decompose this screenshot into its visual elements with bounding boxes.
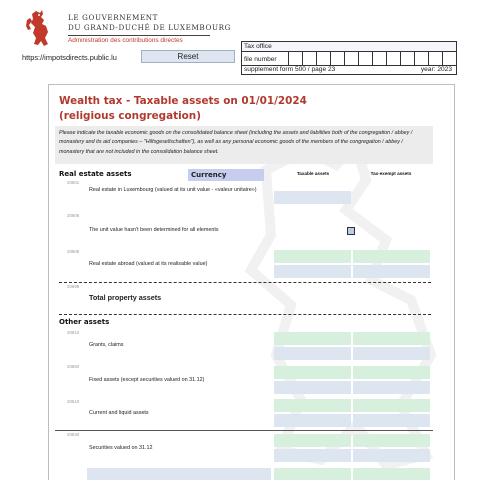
supplement-text: supplement form 500 / page 23: [244, 66, 336, 73]
row-label-real-estate-lux: Real estate in Luxembourg (valued at its unit value - «valeur unitaire»): [89, 187, 257, 193]
gov-line-1: LE GOUVERNEMENT: [68, 13, 159, 22]
securities-exempt-value[interactable]: [353, 449, 430, 462]
tax-office-label: Tax office: [242, 42, 456, 52]
current-liquid-taxable-value[interactable]: [274, 414, 351, 427]
fixed-assets-exempt-value[interactable]: [353, 381, 430, 394]
tax-office-box: [241, 41, 457, 75]
form-title-line-1: Wealth tax - Taxable assets on 01/01/2024: [59, 95, 307, 107]
form-instructions: Please indicate the taxable economic goods on the consolidated balance sheet (including the assets and liabilities both of the congregation / abbey / monastery and its aid companies – "Hilfsgesellschaften"), as well as any personal economic goods of the members of the congregation / abbey / monastery that are not included in the consolidation balance sheet.: [55, 126, 433, 164]
row-label-grants-claims: Grants, claims: [89, 342, 124, 348]
section-divider: [55, 430, 433, 431]
fixed-assets-taxable-value[interactable]: [274, 381, 351, 394]
file-number-digit[interactable]: [386, 52, 400, 65]
site-url[interactable]: https://impotsdirects.public.lu: [22, 53, 117, 62]
row-code: 20608: [67, 249, 80, 254]
form-title: [59, 94, 307, 124]
row-label-total-property: Total property assets: [89, 293, 162, 302]
luxembourg-lion-logo: [24, 8, 54, 48]
government-wordmark: [68, 13, 231, 44]
row-label-real-estate-abroad: Real estate abroad (valued at its realisable value): [89, 261, 208, 267]
fixed-assets-taxable-input[interactable]: [274, 366, 351, 379]
file-number-digit[interactable]: [442, 52, 457, 65]
description-input[interactable]: [87, 468, 271, 480]
page-header: [0, 0, 480, 84]
file-number-digit[interactable]: [288, 52, 302, 65]
column-header-taxable: Taxable assets: [296, 171, 330, 176]
file-number-digit[interactable]: [372, 52, 386, 65]
row-code: 20610: [67, 399, 80, 404]
unit-value-checkbox[interactable]: [347, 227, 355, 235]
grants-claims-taxable-value[interactable]: [274, 347, 351, 360]
row-code: 20860: [67, 364, 80, 369]
next-row-taxable-input[interactable]: [274, 468, 351, 480]
securities-taxable-input[interactable]: [274, 434, 351, 447]
file-number-digit[interactable]: [358, 52, 372, 65]
grants-claims-taxable-input[interactable]: [274, 332, 351, 345]
file-number-digit[interactable]: [330, 52, 344, 65]
row-label-current-liquid: Current and liquid assets: [89, 410, 149, 416]
administration-name: Administration des contributions directes: [68, 37, 183, 44]
fixed-assets-exempt-input[interactable]: [353, 366, 430, 379]
file-number-digit[interactable]: [414, 52, 428, 65]
supplement-row: [242, 66, 456, 75]
current-liquid-exempt-value[interactable]: [353, 414, 430, 427]
row-label-unit-value-missing: The unit value hasn't been determined for all elements: [89, 227, 219, 233]
real-estate-abroad-taxable-input[interactable]: [274, 250, 351, 263]
dashed-divider: [59, 282, 431, 283]
current-liquid-exempt-input[interactable]: [353, 399, 430, 412]
form-title-line-2: (religious congregation): [59, 110, 201, 122]
year-text: year: 2023: [420, 66, 452, 73]
file-number-label: file number: [244, 56, 277, 63]
file-number-row: [242, 52, 456, 66]
grants-claims-exempt-input[interactable]: [353, 332, 430, 345]
next-row-exempt-input[interactable]: [353, 468, 430, 480]
row-code: 20699: [67, 284, 80, 289]
securities-taxable-value[interactable]: [274, 449, 351, 462]
row-label-securities: Securities valued on 31.12: [89, 445, 153, 451]
wordmark-divider: [68, 35, 210, 36]
grants-claims-exempt-value[interactable]: [353, 347, 430, 360]
row-label-fixed-assets: Fixed assets (except securities valued on 31.12): [89, 377, 205, 383]
file-number-digit[interactable]: [400, 52, 414, 65]
real-estate-abroad-exempt-input[interactable]: [353, 250, 430, 263]
row-code: 20606: [67, 213, 80, 218]
reset-button[interactable]: Reset: [141, 50, 235, 63]
file-number-digit[interactable]: [316, 52, 330, 65]
row-code: 20601: [67, 180, 80, 185]
section-other-assets-heading: Other assets: [59, 318, 110, 326]
file-number-digit[interactable]: [428, 52, 442, 65]
dashed-divider: [59, 314, 431, 315]
file-number-digit[interactable]: [344, 52, 358, 65]
column-header-exempt: Tax-exempt assets: [370, 171, 412, 176]
real-estate-abroad-exempt-value[interactable]: [353, 265, 430, 278]
row-code: 20810: [67, 330, 80, 335]
gov-line-2: DU GRAND-DUCHÉ DE LUXEMBOURG: [68, 23, 231, 32]
row-code: 20540: [67, 432, 80, 437]
currency-selector[interactable]: Currency: [188, 169, 264, 181]
real-estate-lux-taxable-input[interactable]: [274, 191, 351, 204]
real-estate-abroad-taxable-value[interactable]: [274, 265, 351, 278]
current-liquid-taxable-input[interactable]: [274, 399, 351, 412]
section-real-estate-heading: Real estate assets: [59, 170, 132, 178]
securities-exempt-input[interactable]: [353, 434, 430, 447]
file-number-digit[interactable]: [302, 52, 316, 65]
